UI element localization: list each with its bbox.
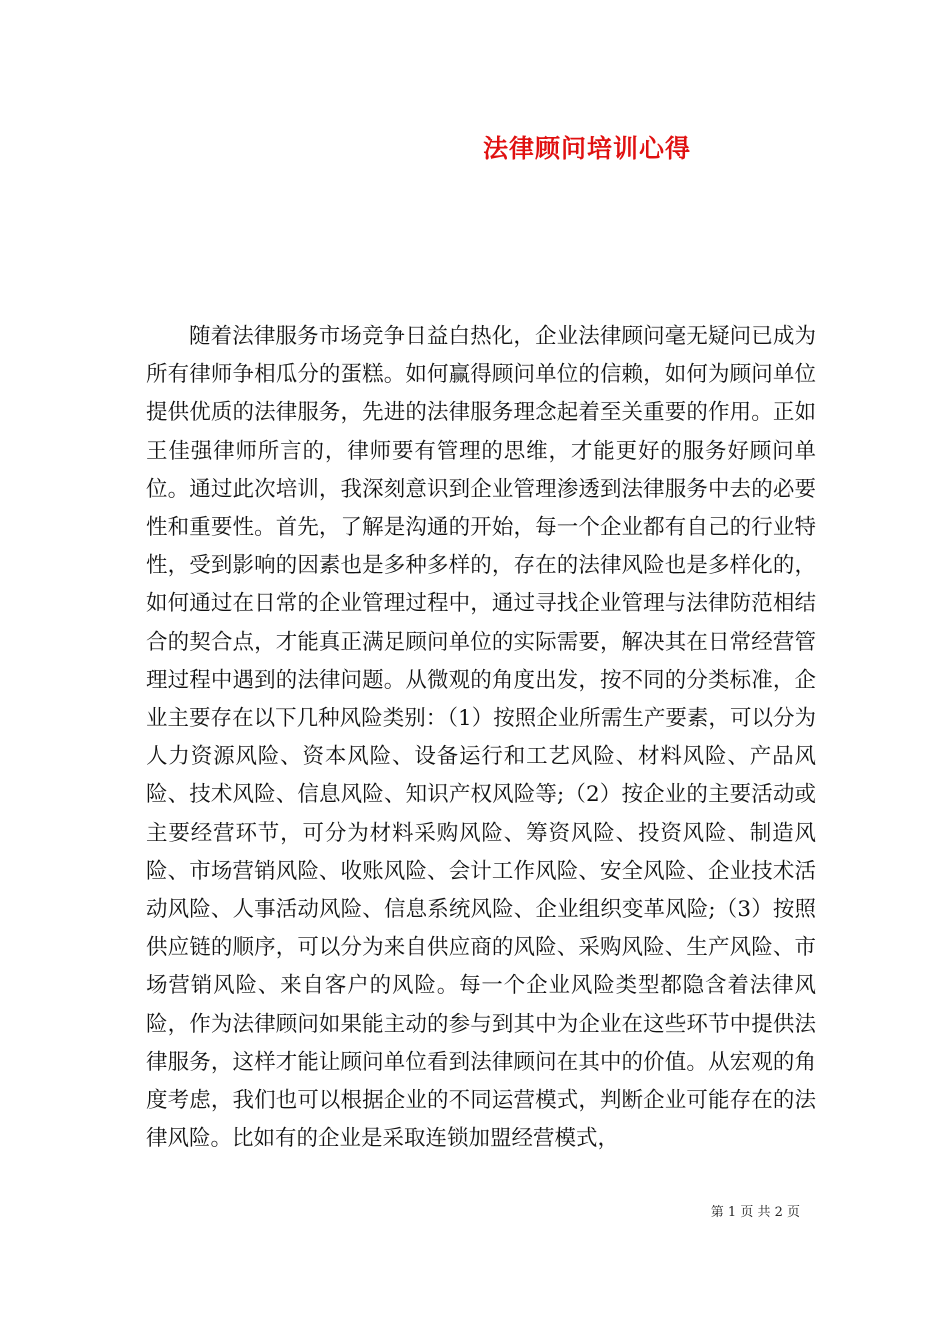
- body-paragraph: 随着法律服务市场竞争日益白热化，企业法律顾问毫无疑问已成为所有律师争相瓜分的蛋糕。如何赢得顾问单位的信赖，如何为顾问单位提供优质的法律服务，先进的法律服务理念起着至关重要的作用。正如王佳强律师所言的，律师要有管理的思维，才能更好的服务好顾问单位。通过此次培训，我深刻意识到企业管理渗透到法律服务中去的必要性和重要性。首先，了解是沟通的开始，每一个企业都有自己的行业特性，受到影响的因素也是多种多样的，存在的法律风险也是多样化的，如何通过在日常的企业管理过程中，通过寻找企业管理与法律防范相结合的契合点，才能真正满足顾问单位的实际需要，解决其在日常经营管理过程中遇到的法律问题。从微观的角度出发，按不同的分类标准，企业主要存在以下几种风险类别：（1）按照企业所需生产要素，可以分为人力资源风险、资本风险、设备运行和工艺风险、材料风险、产品风险、技术风险、信息风险、知识产权风险等;（2）按企业的主要活动或主要经营环节，可分为材料采购风险、筹资风险、投资风险、制造风险、市场营销风险、收账风险、会计工作风险、安全风险、企业技术活动风险、人事活动风险、信息系统风险、企业组织变革风险;（3）按照供应链的顺序，可以分为来自供应商的风险、采购风险、生产风险、市场营销风险、来自客户的风险。每一个企业风险类型都隐含着法律风险，作为法律顾问如果能主动的参与到其中为企业在这些环节中提供法律服务，这样才能让顾问单位看到法律顾问在其中的价值。从宏观的角度考虑，我们也可以根据企业的不同运营模式，判断企业可能存在的法律风险。比如有的企业是采取连锁加盟经营模式，: [146, 324, 816, 1152]
- page-number-footer: 第 1 页 共 2 页: [710, 1205, 800, 1220]
- document-title: 法律顾问培训心得: [482, 134, 691, 163]
